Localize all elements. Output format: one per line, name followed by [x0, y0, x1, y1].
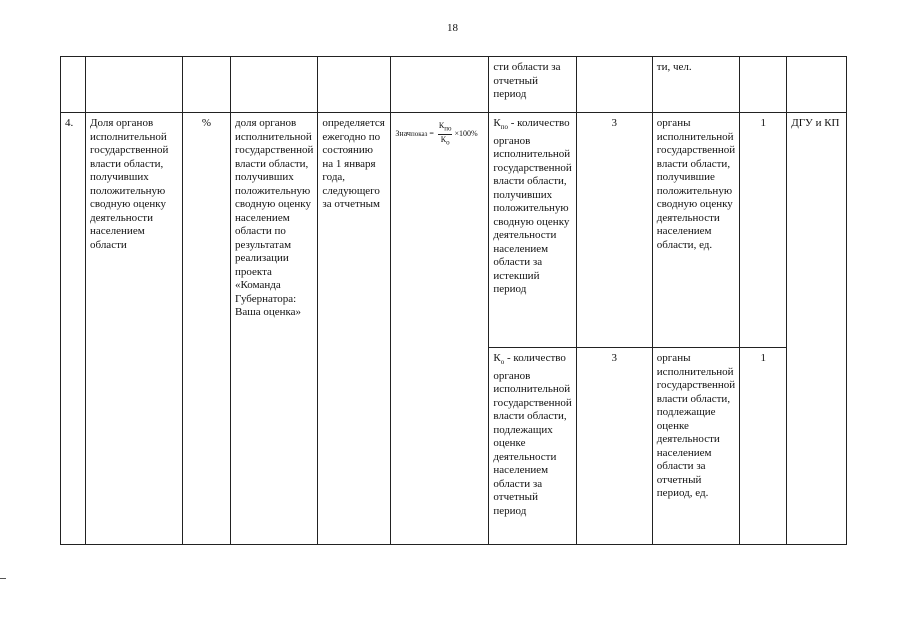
cell-formula [391, 113, 489, 545]
cell-empty [576, 57, 652, 113]
numerator-sub: по [444, 124, 452, 133]
table-row-continued [61, 57, 847, 113]
formula-multiplier: ×100% [454, 129, 478, 139]
cell-variable-desc [489, 113, 576, 348]
cell-empty [86, 57, 183, 113]
cell-empty [318, 57, 391, 113]
table-row-indicator-4 [61, 113, 847, 348]
cell-empty [183, 57, 231, 113]
formula-lhs: Знач [395, 129, 411, 139]
scan-mark [0, 578, 6, 579]
cell-definition: доля органов исполнительной государственной власти области, получивших положительную сводную оценку населением области по результатам реализации проекта «Команда Губернатора: Ваша оценка» [231, 113, 318, 545]
cell-unit: % [183, 113, 231, 545]
cell-empty [787, 57, 847, 113]
variable-sub: по [500, 123, 508, 132]
denominator-sub: о [446, 138, 450, 147]
cell-empty [61, 57, 86, 113]
cell-value: 1 [740, 113, 787, 348]
cell-continued-desc: сти области за отчетный период [489, 57, 576, 113]
variable-description: - количество органов исполнительной государственной власти области, получивших положительную сводную оценку деятельности населением области за истекший период [493, 117, 572, 296]
formula-fraction [438, 121, 453, 147]
formula-denominator [440, 135, 451, 148]
cell-code: 3 [576, 113, 652, 348]
indicators-table [60, 56, 847, 545]
numerator-var: К [438, 121, 445, 130]
cell-variable-desc [489, 348, 576, 545]
cell-value: 1 [740, 348, 787, 545]
cell-source: органы исполнительной государственной власти области, подлежащие оценке деятельности населением области за отчетный период, ед. [652, 348, 739, 545]
variable-sub: о [500, 358, 505, 367]
page-number: 18 [447, 22, 458, 34]
cell-empty [740, 57, 787, 113]
cell-empty [231, 57, 318, 113]
formula-lhs-sub: показ [410, 130, 428, 139]
cell-indicator-name: Доля органов исполнительной государственной власти области, получивших положительную сводную оценку деятельности населением области [86, 113, 183, 545]
cell-row-number: 4. [61, 113, 86, 545]
denominator-var: К [440, 134, 447, 144]
variable-symbol: К [493, 117, 501, 129]
cell-continued-source: ти, чел. [652, 57, 739, 113]
calculation-formula [395, 117, 477, 147]
cell-empty [391, 57, 489, 113]
cell-source: органы исполнительной государственной власти области, получившие положительную сводную оценку деятельности населением области, ед. [652, 113, 739, 348]
cell-responsible: ДГУ и КП [787, 113, 847, 545]
cell-code: 3 [576, 348, 652, 545]
variable-description: - количество органов исполнительной государственной власти области, подлежащих оценке деятельности населением области за отчетный период [493, 352, 572, 517]
variable-symbol: К [493, 352, 501, 364]
formula-numerator [438, 121, 453, 135]
cell-periodicity: определяется ежегодно по состоянию на 1 января года, следующего за отчетным [318, 113, 391, 545]
formula-equals: = [429, 129, 434, 139]
